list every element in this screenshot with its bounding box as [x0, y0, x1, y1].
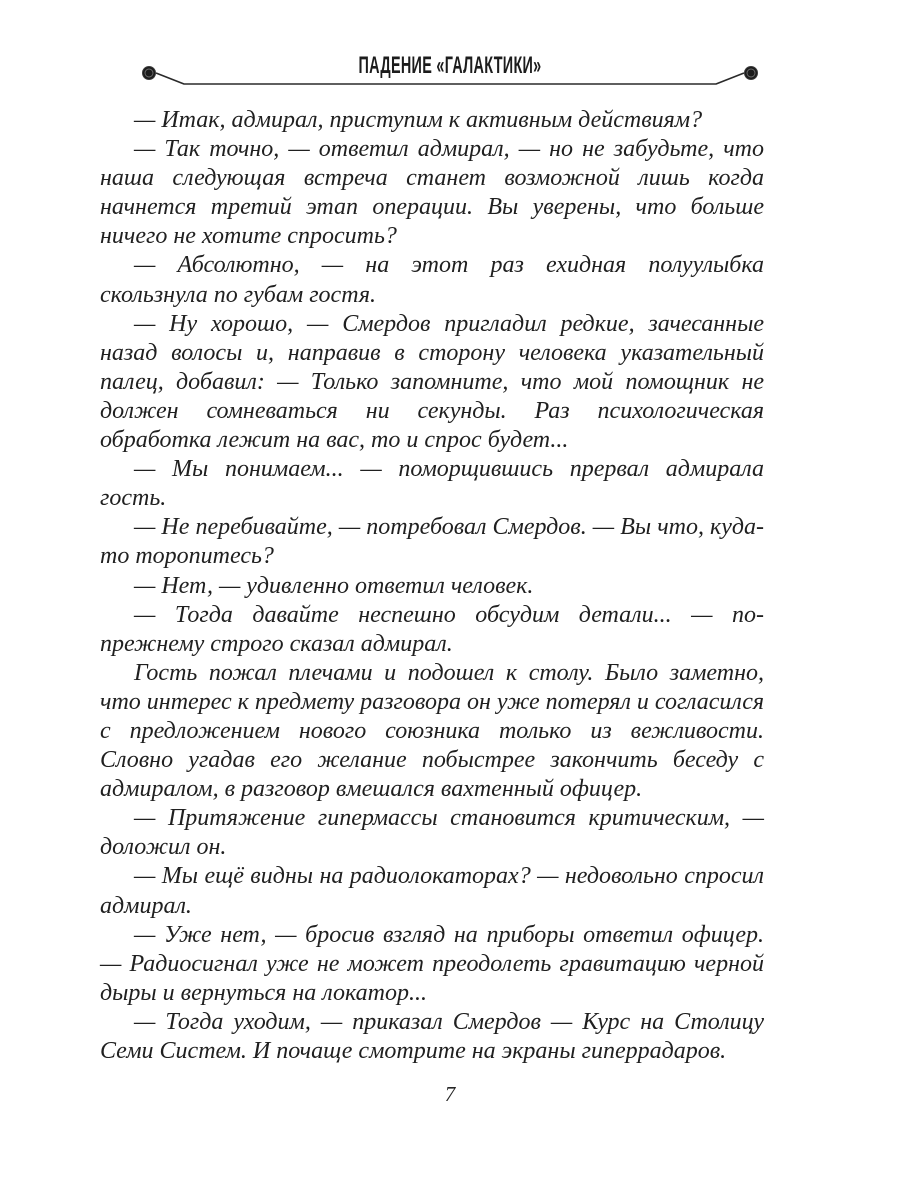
page-text: [100, 106, 764, 1066]
page-footer: [0, 1082, 900, 1107]
paragraph: — Притяжение гипермассы становится критическим, — доложил он.: [100, 805, 764, 861]
paragraph: — Нет, — удивленно ответил человек.: [134, 572, 534, 599]
page-number: 7: [444, 1082, 456, 1106]
paragraph: — Мы ещё видны на радиолокаторах? — недовольно спросил адмирал.: [100, 863, 764, 919]
paragraph: — Уже нет, — бросив взгляд на приборы ответил офицер. — Радиосигнал уже не может преодолеть гравитацию черной дыры и вернуться на локатор...: [100, 921, 764, 1006]
paragraph: — Итак, адмирал, приступим к активным действиям?: [134, 107, 703, 133]
paragraph: — Мы понимаем... — поморщившись прервал адмирала гость.: [100, 456, 764, 512]
paragraph: — Ну хорошо, — Смердов пригладил редкие, зачесанные назад волосы и, направив в сторону человека указательный палец, добавил: — Только запомните, что мой помощник не должен сомневаться ни секунды. Раз психологическая обработка лежит на вас, то и спрос будет...: [100, 310, 764, 454]
left-dot-icon: [143, 67, 156, 80]
paragraph: Гость пожал плечами и подошел к столу. Было заметно, что интерес к предмету разговора он уже потерял и согласился с предложением нового союзника только из вежливости. Словно угадав его желание побыстрее закончить беседу с адмиралом, в разговор вмешался вахтенный офицер.: [100, 659, 764, 803]
paragraph: — Так точно, — ответил адмирал, — но не забудьте, что наша следующая встреча станет возможной лишь когда начнется третий этап операции. Вы уверены, что больше ничего не хотите спросить?: [100, 136, 764, 250]
right-dot-icon: [745, 67, 758, 80]
running-head-title: ПАДЕНИЕ «ГАЛАКТИКИ»: [358, 52, 542, 79]
paragraph: — Абсолютно, — на этот раз ехидная полуулыбка скользнула по губам гостя.: [100, 252, 764, 308]
page-header: [140, 52, 760, 92]
paragraph: — Не перебивайте, — потребовал Смердов. — Вы что, куда-то торопитесь?: [100, 514, 764, 570]
paragraph: — Тогда давайте неспешно обсудим детали... — по-прежнему строго сказал адмирал.: [100, 601, 764, 657]
paragraph: — Тогда уходим, — приказал Смердов — Курс на Столицу Семи Систем. И почаще смотрите на экраны гиперрадаров.: [100, 1008, 764, 1064]
